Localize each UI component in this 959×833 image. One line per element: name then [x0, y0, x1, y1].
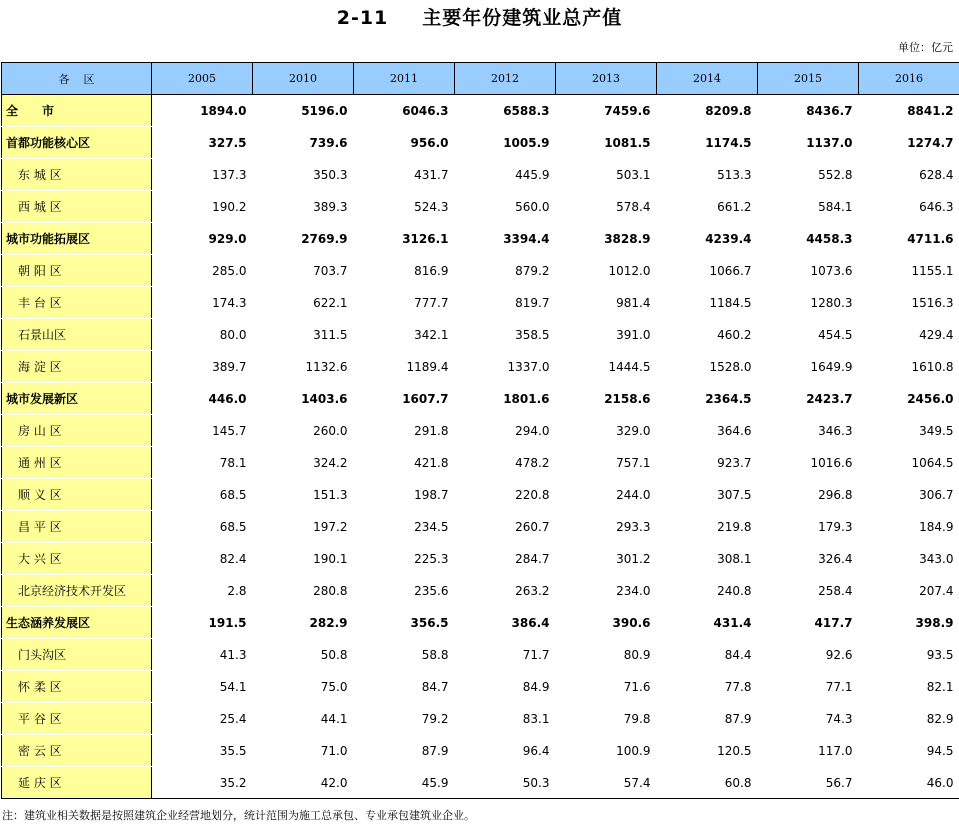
value-cell: 1894.0 [152, 95, 253, 127]
value-cell: 1012.0 [556, 255, 657, 287]
value-cell: 524.3 [354, 191, 455, 223]
value-cell: 329.0 [556, 415, 657, 447]
page-title [0, 4, 959, 32]
value-cell: 1016.6 [758, 447, 859, 479]
district-name: 海 淀 区 [2, 351, 152, 383]
district-name: 怀 柔 区 [2, 671, 152, 703]
value-cell: 179.3 [758, 511, 859, 543]
value-cell: 74.3 [758, 703, 859, 735]
header-year: 2015 [758, 63, 859, 95]
value-cell: 923.7 [657, 447, 758, 479]
value-cell: 50.3 [455, 767, 556, 799]
value-cell: 190.2 [152, 191, 253, 223]
value-cell: 301.2 [556, 543, 657, 575]
value-cell: 2364.5 [657, 383, 758, 415]
value-cell: 584.1 [758, 191, 859, 223]
value-cell: 120.5 [657, 735, 758, 767]
district-name: 丰 台 区 [2, 287, 152, 319]
value-cell: 84.7 [354, 671, 455, 703]
value-cell: 79.8 [556, 703, 657, 735]
value-cell: 82.1 [859, 671, 959, 703]
value-cell: 431.7 [354, 159, 455, 191]
header-row [2, 63, 959, 95]
value-cell: 8436.7 [758, 95, 859, 127]
value-cell: 84.9 [455, 671, 556, 703]
value-cell: 777.7 [354, 287, 455, 319]
value-cell: 1801.6 [455, 383, 556, 415]
value-cell: 100.9 [556, 735, 657, 767]
value-cell: 454.5 [758, 319, 859, 351]
value-cell: 71.0 [253, 735, 354, 767]
district-name: 延 庆 区 [2, 767, 152, 799]
value-cell: 260.7 [455, 511, 556, 543]
value-cell: 311.5 [253, 319, 354, 351]
table-row [2, 415, 959, 447]
value-cell: 578.4 [556, 191, 657, 223]
value-cell: 398.9 [859, 607, 959, 639]
value-cell: 260.0 [253, 415, 354, 447]
value-cell: 235.6 [354, 575, 455, 607]
district-name: 通 州 区 [2, 447, 152, 479]
header-district: 各区 [2, 63, 152, 95]
value-cell: 1066.7 [657, 255, 758, 287]
value-cell: 78.1 [152, 447, 253, 479]
value-cell: 1073.6 [758, 255, 859, 287]
value-cell: 184.9 [859, 511, 959, 543]
value-cell: 93.5 [859, 639, 959, 671]
value-cell: 220.8 [455, 479, 556, 511]
value-cell: 240.8 [657, 575, 758, 607]
value-cell: 390.6 [556, 607, 657, 639]
table-row [2, 671, 959, 703]
value-cell: 1064.5 [859, 447, 959, 479]
value-cell: 3126.1 [354, 223, 455, 255]
table-row [2, 383, 959, 415]
value-cell: 5196.0 [253, 95, 354, 127]
value-cell: 117.0 [758, 735, 859, 767]
value-cell: 327.5 [152, 127, 253, 159]
table-row [2, 191, 959, 223]
value-cell: 6588.3 [455, 95, 556, 127]
value-cell: 1137.0 [758, 127, 859, 159]
value-cell: 68.5 [152, 511, 253, 543]
value-cell: 83.1 [455, 703, 556, 735]
value-cell: 45.9 [354, 767, 455, 799]
value-cell: 1132.6 [253, 351, 354, 383]
value-cell: 174.3 [152, 287, 253, 319]
value-cell: 417.7 [758, 607, 859, 639]
value-cell: 137.3 [152, 159, 253, 191]
value-cell: 225.3 [354, 543, 455, 575]
value-cell: 71.6 [556, 671, 657, 703]
district-name: 生态涵养发展区 [2, 607, 152, 639]
value-cell: 622.1 [253, 287, 354, 319]
header-year: 2016 [859, 63, 959, 95]
value-cell: 358.5 [455, 319, 556, 351]
value-cell: 35.5 [152, 735, 253, 767]
value-cell: 2456.0 [859, 383, 959, 415]
value-cell: 41.3 [152, 639, 253, 671]
value-cell: 151.3 [253, 479, 354, 511]
district-name: 顺 义 区 [2, 479, 152, 511]
header-year: 2011 [354, 63, 455, 95]
value-cell: 478.2 [455, 447, 556, 479]
table-row [2, 639, 959, 671]
value-cell: 294.0 [455, 415, 556, 447]
value-cell: 981.4 [556, 287, 657, 319]
district-name: 石景山区 [2, 319, 152, 351]
table-row [2, 351, 959, 383]
value-cell: 1516.3 [859, 287, 959, 319]
district-name: 城市功能拓展区 [2, 223, 152, 255]
value-cell: 68.5 [152, 479, 253, 511]
footnote: 注：建筑业相关数据是按照建筑企业经营地划分，统计范围为施工总承包、专业承包建筑业企业。 [2, 809, 475, 822]
value-cell: 346.3 [758, 415, 859, 447]
district-name: 北京经济技术开发区 [2, 575, 152, 607]
value-cell: 8209.8 [657, 95, 758, 127]
value-cell: 190.1 [253, 543, 354, 575]
value-cell: 291.8 [354, 415, 455, 447]
value-cell: 4239.4 [657, 223, 758, 255]
district-name: 城市发展新区 [2, 383, 152, 415]
value-cell: 79.2 [354, 703, 455, 735]
table-row [2, 255, 959, 287]
value-cell: 2423.7 [758, 383, 859, 415]
value-cell: 50.8 [253, 639, 354, 671]
district-name: 门头沟区 [2, 639, 152, 671]
value-cell: 3828.9 [556, 223, 657, 255]
value-cell: 386.4 [455, 607, 556, 639]
value-cell: 1607.7 [354, 383, 455, 415]
value-cell: 956.0 [354, 127, 455, 159]
value-cell: 191.5 [152, 607, 253, 639]
header-year: 2010 [253, 63, 354, 95]
value-cell: 60.8 [657, 767, 758, 799]
value-cell: 560.0 [455, 191, 556, 223]
value-cell: 1155.1 [859, 255, 959, 287]
value-cell: 364.6 [657, 415, 758, 447]
value-cell: 1005.9 [455, 127, 556, 159]
value-cell: 929.0 [152, 223, 253, 255]
table-row [2, 735, 959, 767]
district-name: 平 谷 区 [2, 703, 152, 735]
table-row [2, 127, 959, 159]
value-cell: 1337.0 [455, 351, 556, 383]
table-row [2, 767, 959, 799]
district-name: 房 山 区 [2, 415, 152, 447]
table-row [2, 223, 959, 255]
district-name: 西 城 区 [2, 191, 152, 223]
value-cell: 219.8 [657, 511, 758, 543]
value-cell: 4711.6 [859, 223, 959, 255]
header-year: 2012 [455, 63, 556, 95]
value-cell: 3394.4 [455, 223, 556, 255]
header-year: 2014 [657, 63, 758, 95]
value-cell: 2.8 [152, 575, 253, 607]
value-cell: 446.0 [152, 383, 253, 415]
value-cell: 234.5 [354, 511, 455, 543]
table-row [2, 95, 959, 127]
value-cell: 739.6 [253, 127, 354, 159]
value-cell: 2769.9 [253, 223, 354, 255]
value-cell: 58.8 [354, 639, 455, 671]
value-cell: 308.1 [657, 543, 758, 575]
value-cell: 1444.5 [556, 351, 657, 383]
value-cell: 8841.2 [859, 95, 959, 127]
value-cell: 1274.7 [859, 127, 959, 159]
value-cell: 1081.5 [556, 127, 657, 159]
value-cell: 1403.6 [253, 383, 354, 415]
value-cell: 431.4 [657, 607, 758, 639]
value-cell: 879.2 [455, 255, 556, 287]
district-name: 昌 平 区 [2, 511, 152, 543]
value-cell: 92.6 [758, 639, 859, 671]
value-cell: 87.9 [657, 703, 758, 735]
value-cell: 80.9 [556, 639, 657, 671]
value-cell: 445.9 [455, 159, 556, 191]
district-name: 大 兴 区 [2, 543, 152, 575]
table-row [2, 543, 959, 575]
value-cell: 293.3 [556, 511, 657, 543]
table-row [2, 319, 959, 351]
value-cell: 296.8 [758, 479, 859, 511]
district-name: 密 云 区 [2, 735, 152, 767]
value-cell: 552.8 [758, 159, 859, 191]
value-cell: 306.7 [859, 479, 959, 511]
value-cell: 82.9 [859, 703, 959, 735]
value-cell: 75.0 [253, 671, 354, 703]
value-cell: 198.7 [354, 479, 455, 511]
value-cell: 25.4 [152, 703, 253, 735]
header-year: 2013 [556, 63, 657, 95]
value-cell: 82.4 [152, 543, 253, 575]
district-name: 朝 阳 区 [2, 255, 152, 287]
value-cell: 46.0 [859, 767, 959, 799]
table-number: 2-11 [336, 7, 389, 29]
value-cell: 757.1 [556, 447, 657, 479]
table-row [2, 479, 959, 511]
value-cell: 343.0 [859, 543, 959, 575]
value-cell: 4458.3 [758, 223, 859, 255]
value-cell: 1280.3 [758, 287, 859, 319]
value-cell: 342.1 [354, 319, 455, 351]
value-cell: 628.4 [859, 159, 959, 191]
value-cell: 42.0 [253, 767, 354, 799]
value-cell: 244.0 [556, 479, 657, 511]
value-cell: 87.9 [354, 735, 455, 767]
value-cell: 1528.0 [657, 351, 758, 383]
value-cell: 234.0 [556, 575, 657, 607]
value-cell: 326.4 [758, 543, 859, 575]
table-row [2, 607, 959, 639]
value-cell: 307.5 [657, 479, 758, 511]
value-cell: 661.2 [657, 191, 758, 223]
value-cell: 57.4 [556, 767, 657, 799]
value-cell: 1174.5 [657, 127, 758, 159]
value-cell: 389.3 [253, 191, 354, 223]
value-cell: 460.2 [657, 319, 758, 351]
value-cell: 197.2 [253, 511, 354, 543]
value-cell: 349.5 [859, 415, 959, 447]
value-cell: 1184.5 [657, 287, 758, 319]
value-cell: 54.1 [152, 671, 253, 703]
value-cell: 819.7 [455, 287, 556, 319]
value-cell: 1649.9 [758, 351, 859, 383]
value-cell: 44.1 [253, 703, 354, 735]
value-cell: 56.7 [758, 767, 859, 799]
value-cell: 2158.6 [556, 383, 657, 415]
value-cell: 391.0 [556, 319, 657, 351]
value-cell: 280.8 [253, 575, 354, 607]
value-cell: 513.3 [657, 159, 758, 191]
table-row [2, 575, 959, 607]
value-cell: 356.5 [354, 607, 455, 639]
value-cell: 350.3 [253, 159, 354, 191]
value-cell: 703.7 [253, 255, 354, 287]
value-cell: 429.4 [859, 319, 959, 351]
district-name: 全 市 [2, 95, 152, 127]
header-year: 2005 [152, 63, 253, 95]
value-cell: 77.1 [758, 671, 859, 703]
table-row [2, 159, 959, 191]
value-cell: 35.2 [152, 767, 253, 799]
table-title: 主要年份建筑业总产值 [422, 7, 623, 29]
district-name: 首都功能核心区 [2, 127, 152, 159]
table-row [2, 511, 959, 543]
table-row [2, 447, 959, 479]
value-cell: 207.4 [859, 575, 959, 607]
value-cell: 646.3 [859, 191, 959, 223]
value-cell: 94.5 [859, 735, 959, 767]
value-cell: 71.7 [455, 639, 556, 671]
value-cell: 282.9 [253, 607, 354, 639]
table-row [2, 287, 959, 319]
value-cell: 389.7 [152, 351, 253, 383]
value-cell: 284.7 [455, 543, 556, 575]
value-cell: 7459.6 [556, 95, 657, 127]
value-cell: 6046.3 [354, 95, 455, 127]
value-cell: 1189.4 [354, 351, 455, 383]
table-row [2, 703, 959, 735]
value-cell: 258.4 [758, 575, 859, 607]
district-name: 东 城 区 [2, 159, 152, 191]
value-cell: 503.1 [556, 159, 657, 191]
value-cell: 145.7 [152, 415, 253, 447]
value-cell: 1610.8 [859, 351, 959, 383]
value-cell: 96.4 [455, 735, 556, 767]
value-cell: 285.0 [152, 255, 253, 287]
value-cell: 77.8 [657, 671, 758, 703]
value-cell: 84.4 [657, 639, 758, 671]
value-cell: 816.9 [354, 255, 455, 287]
value-cell: 324.2 [253, 447, 354, 479]
unit-label: 单位：亿元 [898, 41, 953, 54]
data-table [1, 62, 959, 799]
value-cell: 263.2 [455, 575, 556, 607]
value-cell: 421.8 [354, 447, 455, 479]
value-cell: 80.0 [152, 319, 253, 351]
